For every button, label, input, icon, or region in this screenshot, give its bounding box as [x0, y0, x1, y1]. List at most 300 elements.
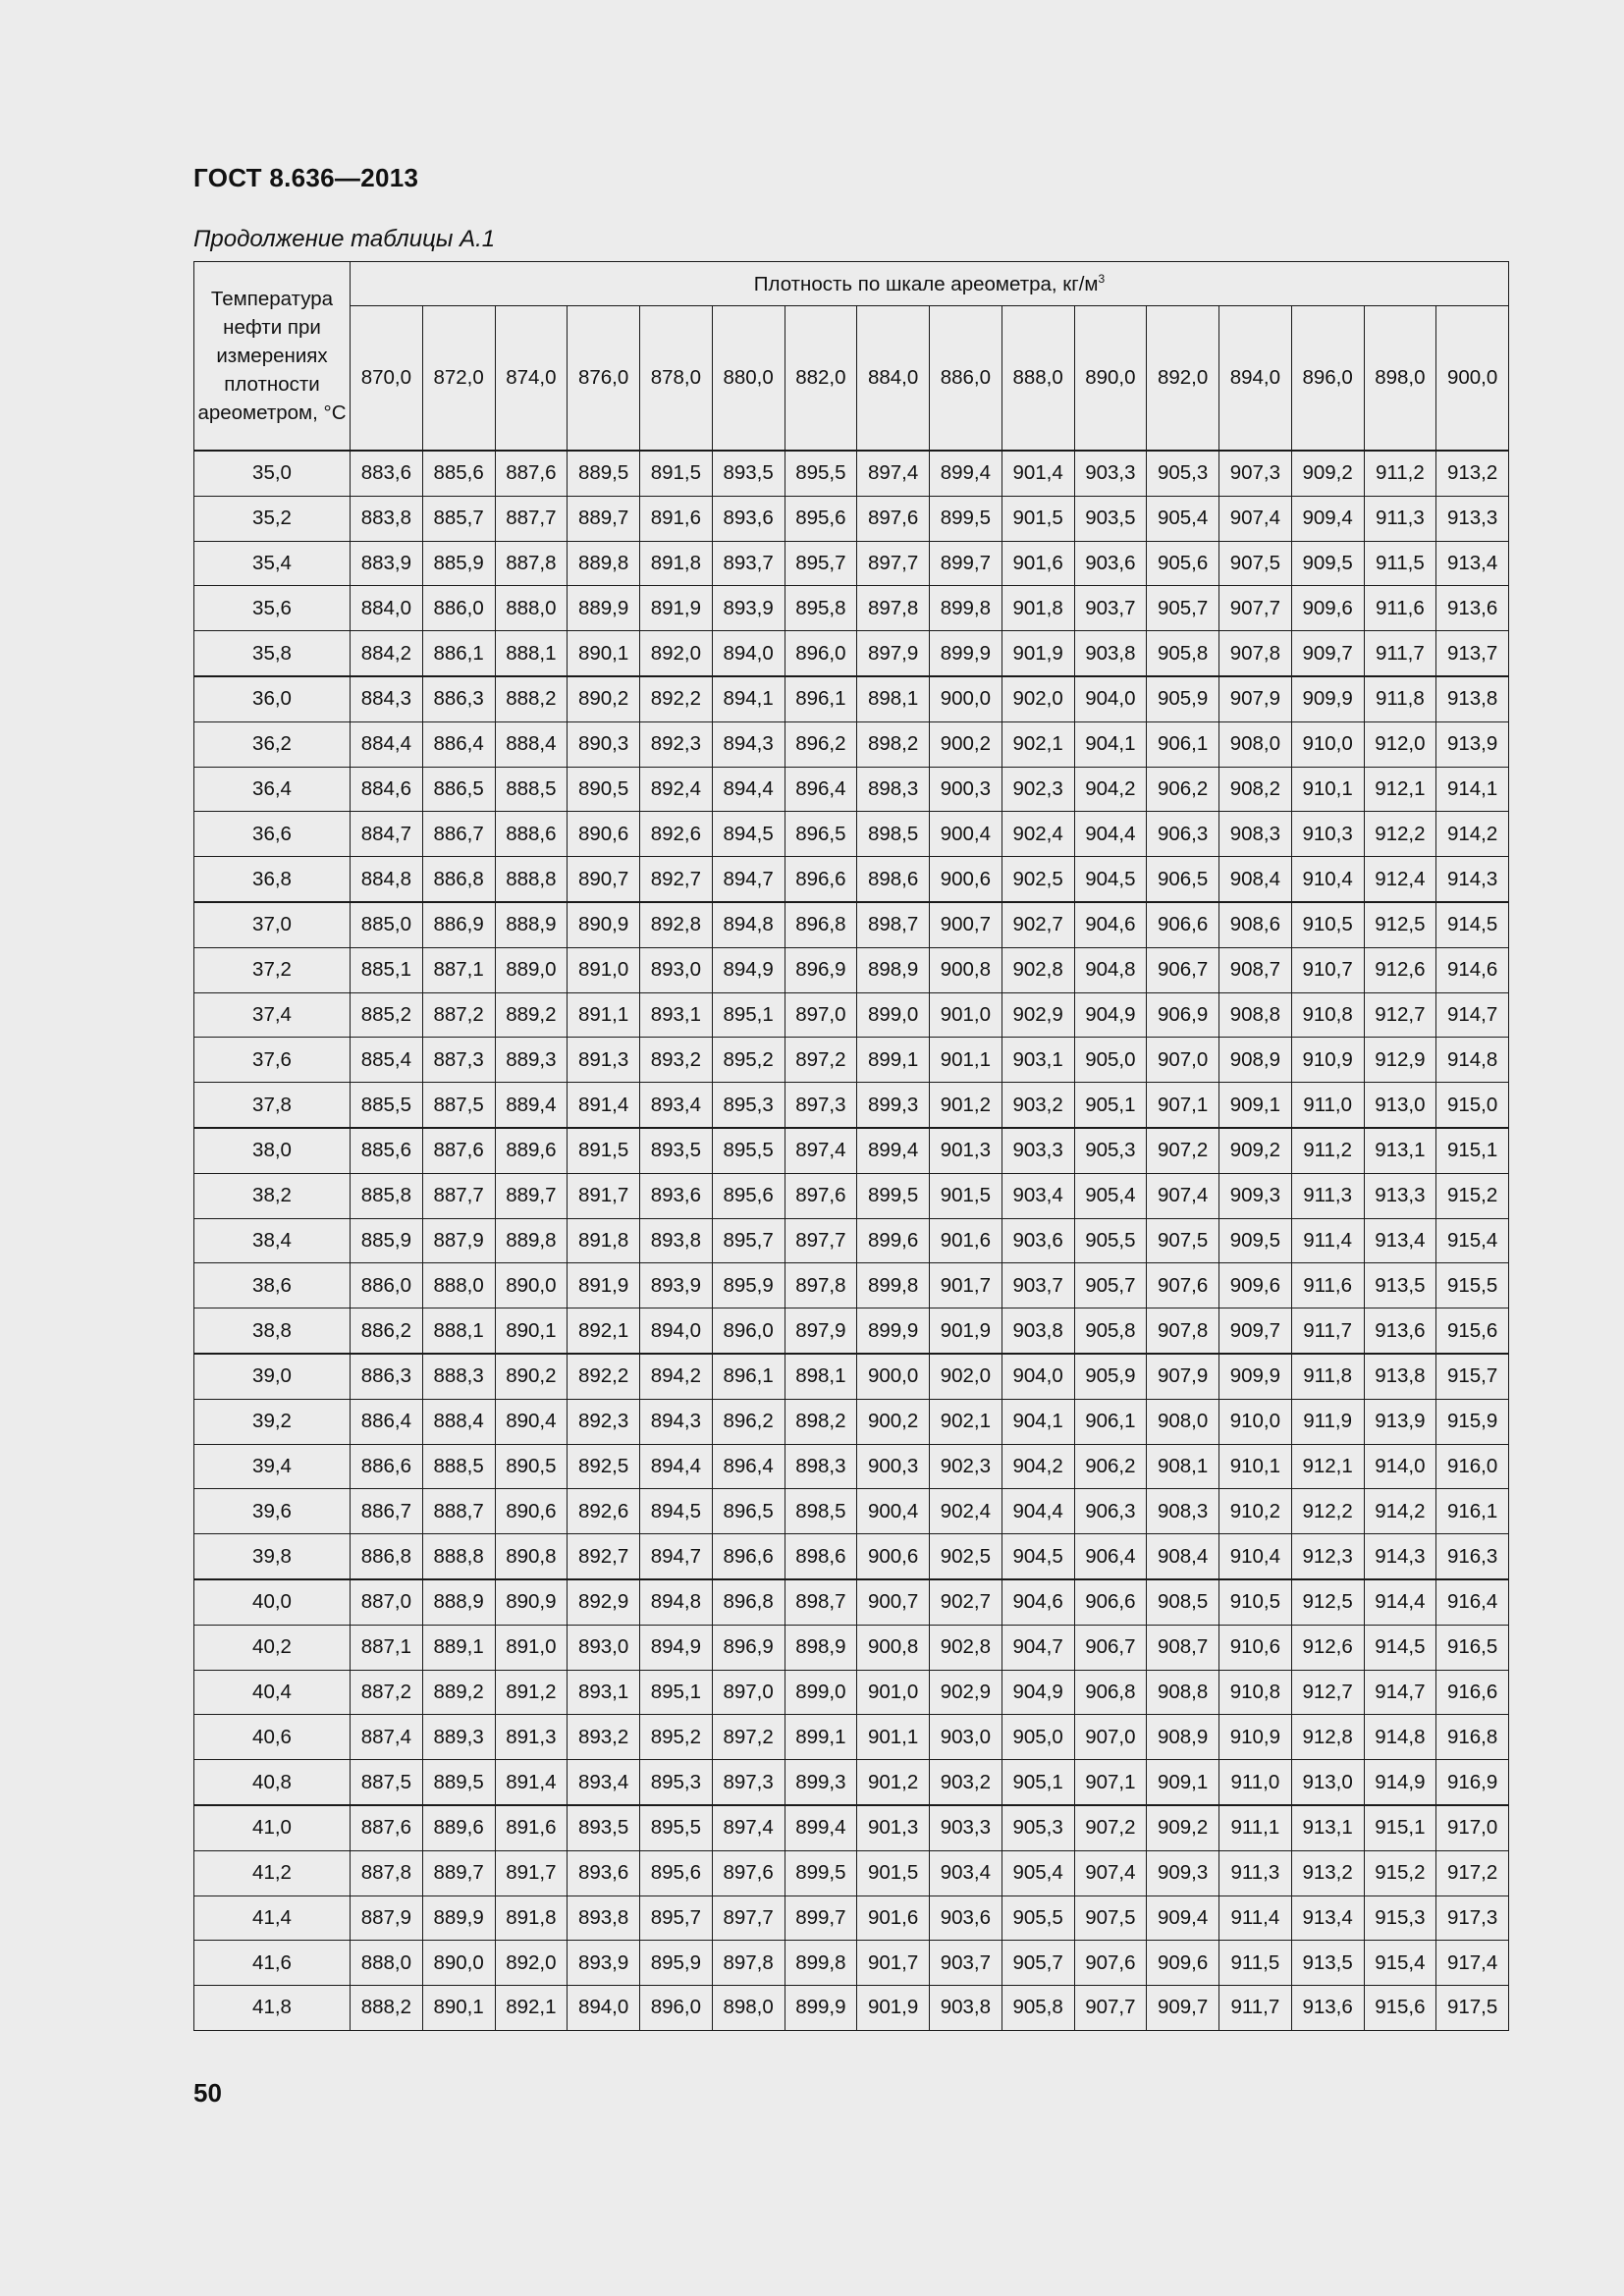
density-cell: 900,2	[857, 1399, 930, 1444]
density-cell: 887,3	[422, 1038, 495, 1083]
density-cell: 896,0	[640, 1986, 713, 2031]
density-cell: 897,4	[785, 1128, 857, 1173]
density-cell: 885,9	[422, 541, 495, 586]
density-cell: 895,1	[640, 1670, 713, 1715]
density-cell: 909,5	[1291, 541, 1364, 586]
density-cell: 898,0	[712, 1986, 785, 2031]
table-row	[194, 1850, 1509, 1896]
density-cell: 907,7	[1219, 586, 1292, 631]
density-cell: 902,7	[930, 1579, 1002, 1625]
density-cell: 895,7	[640, 1896, 713, 1941]
density-cell: 912,2	[1291, 1489, 1364, 1534]
density-cell: 899,3	[857, 1083, 930, 1128]
table-row	[194, 631, 1509, 676]
density-cell: 913,4	[1436, 541, 1509, 586]
temperature-cell: 41,0	[194, 1805, 351, 1850]
density-cell: 897,6	[857, 496, 930, 541]
density-cell: 895,5	[785, 451, 857, 496]
density-cell: 889,1	[422, 1625, 495, 1670]
density-cell: 888,0	[422, 1263, 495, 1308]
density-cell: 892,1	[568, 1308, 640, 1354]
density-cell: 890,2	[495, 1354, 568, 1399]
density-cell: 907,8	[1147, 1308, 1219, 1354]
density-cell: 894,7	[712, 857, 785, 902]
density-cell: 889,2	[422, 1670, 495, 1715]
temperature-cell: 37,8	[194, 1083, 351, 1128]
density-cell: 911,7	[1364, 631, 1436, 676]
density-cell: 909,2	[1147, 1805, 1219, 1850]
density-cell: 888,8	[495, 857, 568, 902]
density-cell: 899,1	[857, 1038, 930, 1083]
density-column-header: 892,0	[1147, 306, 1219, 451]
density-cell: 910,4	[1291, 857, 1364, 902]
density-cell: 911,3	[1364, 496, 1436, 541]
density-cell: 901,1	[930, 1038, 1002, 1083]
density-cell: 908,9	[1219, 1038, 1292, 1083]
temperature-cell: 37,2	[194, 947, 351, 992]
density-column-header: 874,0	[495, 306, 568, 451]
temperature-cell: 36,6	[194, 812, 351, 857]
density-cell: 903,3	[930, 1805, 1002, 1850]
density-cell: 891,7	[568, 1173, 640, 1218]
density-cell: 914,1	[1436, 767, 1509, 812]
density-cell: 908,4	[1147, 1534, 1219, 1579]
density-cell: 908,8	[1147, 1670, 1219, 1715]
density-cell: 896,5	[785, 812, 857, 857]
density-cell: 889,4	[495, 1083, 568, 1128]
density-cell: 891,4	[495, 1760, 568, 1805]
density-cell: 894,8	[640, 1579, 713, 1625]
density-cell: 884,8	[351, 857, 423, 902]
density-cell: 886,1	[422, 631, 495, 676]
density-cell: 887,6	[495, 451, 568, 496]
density-cell: 908,5	[1147, 1579, 1219, 1625]
density-cell: 903,7	[1074, 586, 1147, 631]
table-row	[194, 1218, 1509, 1263]
density-cell: 901,4	[1001, 451, 1074, 496]
density-cell: 889,9	[422, 1896, 495, 1941]
density-cell: 905,3	[1147, 451, 1219, 496]
density-cell: 900,8	[857, 1625, 930, 1670]
density-cell: 901,3	[930, 1128, 1002, 1173]
density-cell: 890,5	[495, 1444, 568, 1489]
density-cell: 889,3	[495, 1038, 568, 1083]
density-cell: 897,0	[785, 992, 857, 1038]
density-cell: 907,6	[1074, 1941, 1147, 1986]
temperature-cell: 38,0	[194, 1128, 351, 1173]
density-cell: 909,6	[1147, 1941, 1219, 1986]
density-cell: 914,0	[1364, 1444, 1436, 1489]
density-cell: 883,6	[351, 451, 423, 496]
density-cell: 908,3	[1147, 1489, 1219, 1534]
density-cell: 887,2	[351, 1670, 423, 1715]
density-cell: 908,3	[1219, 812, 1292, 857]
density-cell: 913,4	[1291, 1896, 1364, 1941]
density-cell: 893,9	[640, 1263, 713, 1308]
density-cell: 915,7	[1436, 1354, 1509, 1399]
density-cell: 895,6	[712, 1173, 785, 1218]
density-cell: 900,6	[930, 857, 1002, 902]
density-cell: 888,5	[495, 767, 568, 812]
density-cell: 911,8	[1364, 676, 1436, 721]
density-cell: 895,8	[785, 586, 857, 631]
density-cell: 913,5	[1291, 1941, 1364, 1986]
density-cell: 895,5	[640, 1805, 713, 1850]
density-cell: 887,9	[422, 1218, 495, 1263]
density-cell: 897,9	[785, 1308, 857, 1354]
density-cell: 896,2	[785, 721, 857, 767]
density-cell: 900,3	[857, 1444, 930, 1489]
density-cell: 907,6	[1147, 1263, 1219, 1308]
density-cell: 893,2	[640, 1038, 713, 1083]
density-cell: 905,6	[1147, 541, 1219, 586]
density-cell: 904,5	[1001, 1534, 1074, 1579]
temperature-cell: 40,2	[194, 1625, 351, 1670]
density-cell: 903,8	[1001, 1308, 1074, 1354]
density-cell: 899,8	[857, 1263, 930, 1308]
density-cell: 915,3	[1364, 1896, 1436, 1941]
density-cell: 903,7	[1001, 1263, 1074, 1308]
density-cell: 885,9	[351, 1218, 423, 1263]
density-column-header: 886,0	[930, 306, 1002, 451]
density-cell: 885,4	[351, 1038, 423, 1083]
density-cell: 910,3	[1291, 812, 1364, 857]
density-cell: 896,0	[712, 1308, 785, 1354]
density-cell: 907,7	[1074, 1986, 1147, 2031]
temperature-cell: 41,2	[194, 1850, 351, 1896]
density-cell: 886,2	[351, 1308, 423, 1354]
density-cell: 903,6	[1074, 541, 1147, 586]
density-scale-header	[351, 262, 1509, 306]
density-cell: 901,3	[857, 1805, 930, 1850]
density-cell: 900,4	[930, 812, 1002, 857]
density-cell: 908,7	[1147, 1625, 1219, 1670]
density-cell: 911,4	[1291, 1218, 1364, 1263]
density-cell: 899,1	[785, 1715, 857, 1760]
density-cell: 912,7	[1291, 1670, 1364, 1715]
density-cell: 909,7	[1291, 631, 1364, 676]
density-cell: 902,9	[1001, 992, 1074, 1038]
density-cell: 903,1	[1001, 1038, 1074, 1083]
density-cell: 888,9	[495, 902, 568, 947]
density-cell: 901,8	[1001, 586, 1074, 631]
density-cell: 901,9	[1001, 631, 1074, 676]
density-cell: 886,9	[422, 902, 495, 947]
temperature-cell: 39,0	[194, 1354, 351, 1399]
density-cell: 914,2	[1364, 1489, 1436, 1534]
density-cell: 894,5	[712, 812, 785, 857]
density-cell: 896,9	[785, 947, 857, 992]
density-cell: 902,0	[930, 1354, 1002, 1399]
density-cell: 897,8	[785, 1263, 857, 1308]
temperature-cell: 41,4	[194, 1896, 351, 1941]
density-cell: 910,6	[1219, 1625, 1292, 1670]
density-cell: 905,7	[1001, 1941, 1074, 1986]
density-cell: 915,0	[1436, 1083, 1509, 1128]
density-cell: 911,1	[1219, 1805, 1292, 1850]
table-row	[194, 676, 1509, 721]
density-cell: 909,9	[1291, 676, 1364, 721]
density-cell: 906,6	[1074, 1579, 1147, 1625]
density-cell: 913,2	[1291, 1850, 1364, 1896]
density-cell: 904,1	[1074, 721, 1147, 767]
density-column-header: 882,0	[785, 306, 857, 451]
density-cell: 895,1	[712, 992, 785, 1038]
density-cell: 894,9	[712, 947, 785, 992]
density-cell: 898,7	[785, 1579, 857, 1625]
density-cell: 887,1	[351, 1625, 423, 1670]
table-row	[194, 1896, 1509, 1941]
density-cell: 898,2	[857, 721, 930, 767]
density-column-header: 884,0	[857, 306, 930, 451]
density-cell: 889,3	[422, 1715, 495, 1760]
density-cell: 905,1	[1074, 1083, 1147, 1128]
temperature-cell: 35,0	[194, 451, 351, 496]
density-cell: 893,2	[568, 1715, 640, 1760]
temperature-cell: 38,8	[194, 1308, 351, 1354]
density-cell: 909,5	[1219, 1218, 1292, 1263]
density-cell: 913,7	[1436, 631, 1509, 676]
density-cell: 901,2	[930, 1083, 1002, 1128]
density-cell: 901,5	[930, 1173, 1002, 1218]
density-cell: 906,9	[1147, 992, 1219, 1038]
density-cell: 898,1	[857, 676, 930, 721]
density-cell: 904,5	[1074, 857, 1147, 902]
density-cell: 917,4	[1436, 1941, 1509, 1986]
density-cell: 905,7	[1147, 586, 1219, 631]
density-cell: 889,7	[568, 496, 640, 541]
density-cell: 896,1	[712, 1354, 785, 1399]
density-cell: 915,6	[1364, 1986, 1436, 2031]
density-cell: 910,8	[1219, 1670, 1292, 1715]
density-cell: 905,3	[1074, 1128, 1147, 1173]
density-cell: 915,2	[1436, 1173, 1509, 1218]
density-cell: 898,2	[785, 1399, 857, 1444]
density-cell: 885,6	[351, 1128, 423, 1173]
density-cell: 902,4	[930, 1489, 1002, 1534]
density-columns-row	[194, 306, 1509, 451]
table-row	[194, 1760, 1509, 1805]
density-cell: 913,4	[1364, 1218, 1436, 1263]
density-cell: 884,4	[351, 721, 423, 767]
density-cell: 893,9	[712, 586, 785, 631]
density-cell: 914,7	[1436, 992, 1509, 1038]
density-cell: 902,9	[930, 1670, 1002, 1715]
density-cell: 891,5	[568, 1128, 640, 1173]
temperature-cell: 37,4	[194, 992, 351, 1038]
density-cell: 887,8	[495, 541, 568, 586]
density-cell: 913,5	[1364, 1263, 1436, 1308]
density-cell: 894,8	[712, 902, 785, 947]
density-cell: 884,3	[351, 676, 423, 721]
density-cell: 909,2	[1291, 451, 1364, 496]
temperature-cell: 36,2	[194, 721, 351, 767]
density-cell: 890,8	[495, 1534, 568, 1579]
density-cell: 892,2	[568, 1354, 640, 1399]
density-cell: 889,7	[495, 1173, 568, 1218]
density-cell: 902,1	[1001, 721, 1074, 767]
temperature-cell: 40,0	[194, 1579, 351, 1625]
density-cell: 911,2	[1291, 1128, 1364, 1173]
table-row	[194, 1173, 1509, 1218]
density-cell: 888,2	[351, 1986, 423, 2031]
density-cell: 915,1	[1364, 1805, 1436, 1850]
density-cell: 910,4	[1219, 1534, 1292, 1579]
density-cell: 894,0	[640, 1308, 713, 1354]
density-cell: 900,8	[930, 947, 1002, 992]
table-row	[194, 1715, 1509, 1760]
density-cell: 894,4	[712, 767, 785, 812]
density-cell: 908,7	[1219, 947, 1292, 992]
density-cell: 886,0	[351, 1263, 423, 1308]
density-cell: 904,2	[1074, 767, 1147, 812]
density-cell: 895,7	[712, 1218, 785, 1263]
density-cell: 894,9	[640, 1625, 713, 1670]
density-cell: 914,4	[1364, 1579, 1436, 1625]
density-cell: 902,7	[1001, 902, 1074, 947]
density-cell: 888,0	[495, 586, 568, 631]
density-cell: 901,2	[857, 1760, 930, 1805]
density-cell: 893,0	[640, 947, 713, 992]
density-cell: 903,4	[1001, 1173, 1074, 1218]
density-cell: 886,0	[422, 586, 495, 631]
density-cell: 895,3	[640, 1760, 713, 1805]
density-cell: 909,4	[1147, 1896, 1219, 1941]
density-cell: 889,2	[495, 992, 568, 1038]
density-cell: 897,3	[712, 1760, 785, 1805]
density-cell: 905,4	[1074, 1173, 1147, 1218]
density-cell: 902,1	[930, 1399, 1002, 1444]
density-cell: 887,1	[422, 947, 495, 992]
density-cell: 899,7	[785, 1896, 857, 1941]
density-cell: 896,6	[712, 1534, 785, 1579]
temperature-cell: 41,8	[194, 1986, 351, 2031]
density-cell: 894,7	[640, 1534, 713, 1579]
density-cell: 900,7	[857, 1579, 930, 1625]
density-cell: 915,4	[1436, 1218, 1509, 1263]
density-cell: 898,9	[857, 947, 930, 992]
density-cell: 908,0	[1147, 1399, 1219, 1444]
density-cell: 907,0	[1147, 1038, 1219, 1083]
density-cell: 899,4	[930, 451, 1002, 496]
density-cell: 899,5	[857, 1173, 930, 1218]
density-cell: 899,8	[785, 1941, 857, 1986]
density-cell: 891,3	[568, 1038, 640, 1083]
density-cell: 907,5	[1219, 541, 1292, 586]
temperature-cell: 39,4	[194, 1444, 351, 1489]
temperature-cell: 37,0	[194, 902, 351, 947]
density-cell: 909,7	[1219, 1308, 1292, 1354]
density-cell: 893,8	[568, 1896, 640, 1941]
density-cell: 910,1	[1291, 767, 1364, 812]
density-cell: 914,2	[1436, 812, 1509, 857]
density-cell: 901,7	[857, 1941, 930, 1986]
density-cell: 902,5	[1001, 857, 1074, 902]
density-cell: 906,2	[1074, 1444, 1147, 1489]
density-cell: 886,8	[422, 857, 495, 902]
density-cell: 884,0	[351, 586, 423, 631]
density-cell: 895,3	[712, 1083, 785, 1128]
density-cell: 890,3	[568, 721, 640, 767]
density-cell: 906,1	[1147, 721, 1219, 767]
density-cell: 894,0	[568, 1986, 640, 2031]
density-cell: 897,2	[785, 1038, 857, 1083]
density-cell: 896,0	[785, 631, 857, 676]
density-cell: 893,8	[640, 1218, 713, 1263]
density-cell: 887,8	[351, 1850, 423, 1896]
density-cell: 901,1	[857, 1715, 930, 1760]
density-cell: 894,2	[640, 1354, 713, 1399]
table-caption: Продолжение таблицы А.1	[193, 226, 496, 252]
density-cell: 905,8	[1001, 1986, 1074, 2031]
density-cell: 893,9	[568, 1941, 640, 1986]
density-cell: 884,2	[351, 631, 423, 676]
table-row	[194, 992, 1509, 1038]
density-cell: 907,4	[1074, 1850, 1147, 1896]
temperature-cell: 39,8	[194, 1534, 351, 1579]
density-cell: 888,6	[495, 812, 568, 857]
density-cell: 917,5	[1436, 1986, 1509, 2031]
density-cell: 904,0	[1001, 1354, 1074, 1399]
density-cell: 903,5	[1074, 496, 1147, 541]
document-header: ГОСТ 8.636—2013	[193, 163, 419, 192]
density-cell: 893,5	[640, 1128, 713, 1173]
density-cell: 908,8	[1219, 992, 1292, 1038]
density-cell: 914,7	[1364, 1670, 1436, 1715]
density-cell: 887,5	[351, 1760, 423, 1805]
density-cell: 890,0	[495, 1263, 568, 1308]
density-cell: 885,0	[351, 902, 423, 947]
density-cell: 908,1	[1147, 1444, 1219, 1489]
density-cell: 899,4	[857, 1128, 930, 1173]
density-cell: 904,6	[1001, 1579, 1074, 1625]
density-cell: 901,5	[1001, 496, 1074, 541]
density-cell: 896,8	[712, 1579, 785, 1625]
density-cell: 888,3	[422, 1354, 495, 1399]
density-column-header: 900,0	[1436, 306, 1509, 451]
density-column-header: 880,0	[712, 306, 785, 451]
density-cell: 888,1	[495, 631, 568, 676]
density-column-header: 870,0	[351, 306, 423, 451]
density-cell: 885,6	[422, 451, 495, 496]
density-cell: 890,5	[568, 767, 640, 812]
density-cell: 886,3	[422, 676, 495, 721]
density-cell: 906,1	[1074, 1399, 1147, 1444]
density-cell: 905,3	[1001, 1805, 1074, 1850]
density-cell: 886,8	[351, 1534, 423, 1579]
density-cell: 896,8	[785, 902, 857, 947]
density-cell: 898,9	[785, 1625, 857, 1670]
density-cell: 895,6	[785, 496, 857, 541]
temperature-cell: 35,6	[194, 586, 351, 631]
density-cell: 892,2	[640, 676, 713, 721]
density-cell: 909,3	[1147, 1850, 1219, 1896]
density-cell: 916,6	[1436, 1670, 1509, 1715]
density-cell: 892,3	[568, 1399, 640, 1444]
density-cell: 887,9	[351, 1896, 423, 1941]
density-cell: 892,9	[568, 1579, 640, 1625]
density-cell: 904,9	[1074, 992, 1147, 1038]
density-cell: 898,7	[857, 902, 930, 947]
density-cell: 888,2	[495, 676, 568, 721]
density-cell: 899,6	[857, 1218, 930, 1263]
density-cell: 912,3	[1291, 1534, 1364, 1579]
density-cell: 901,9	[857, 1986, 930, 2031]
density-cell: 887,0	[351, 1579, 423, 1625]
density-cell: 899,0	[857, 992, 930, 1038]
density-cell: 913,0	[1291, 1760, 1364, 1805]
density-cell: 897,7	[785, 1218, 857, 1263]
